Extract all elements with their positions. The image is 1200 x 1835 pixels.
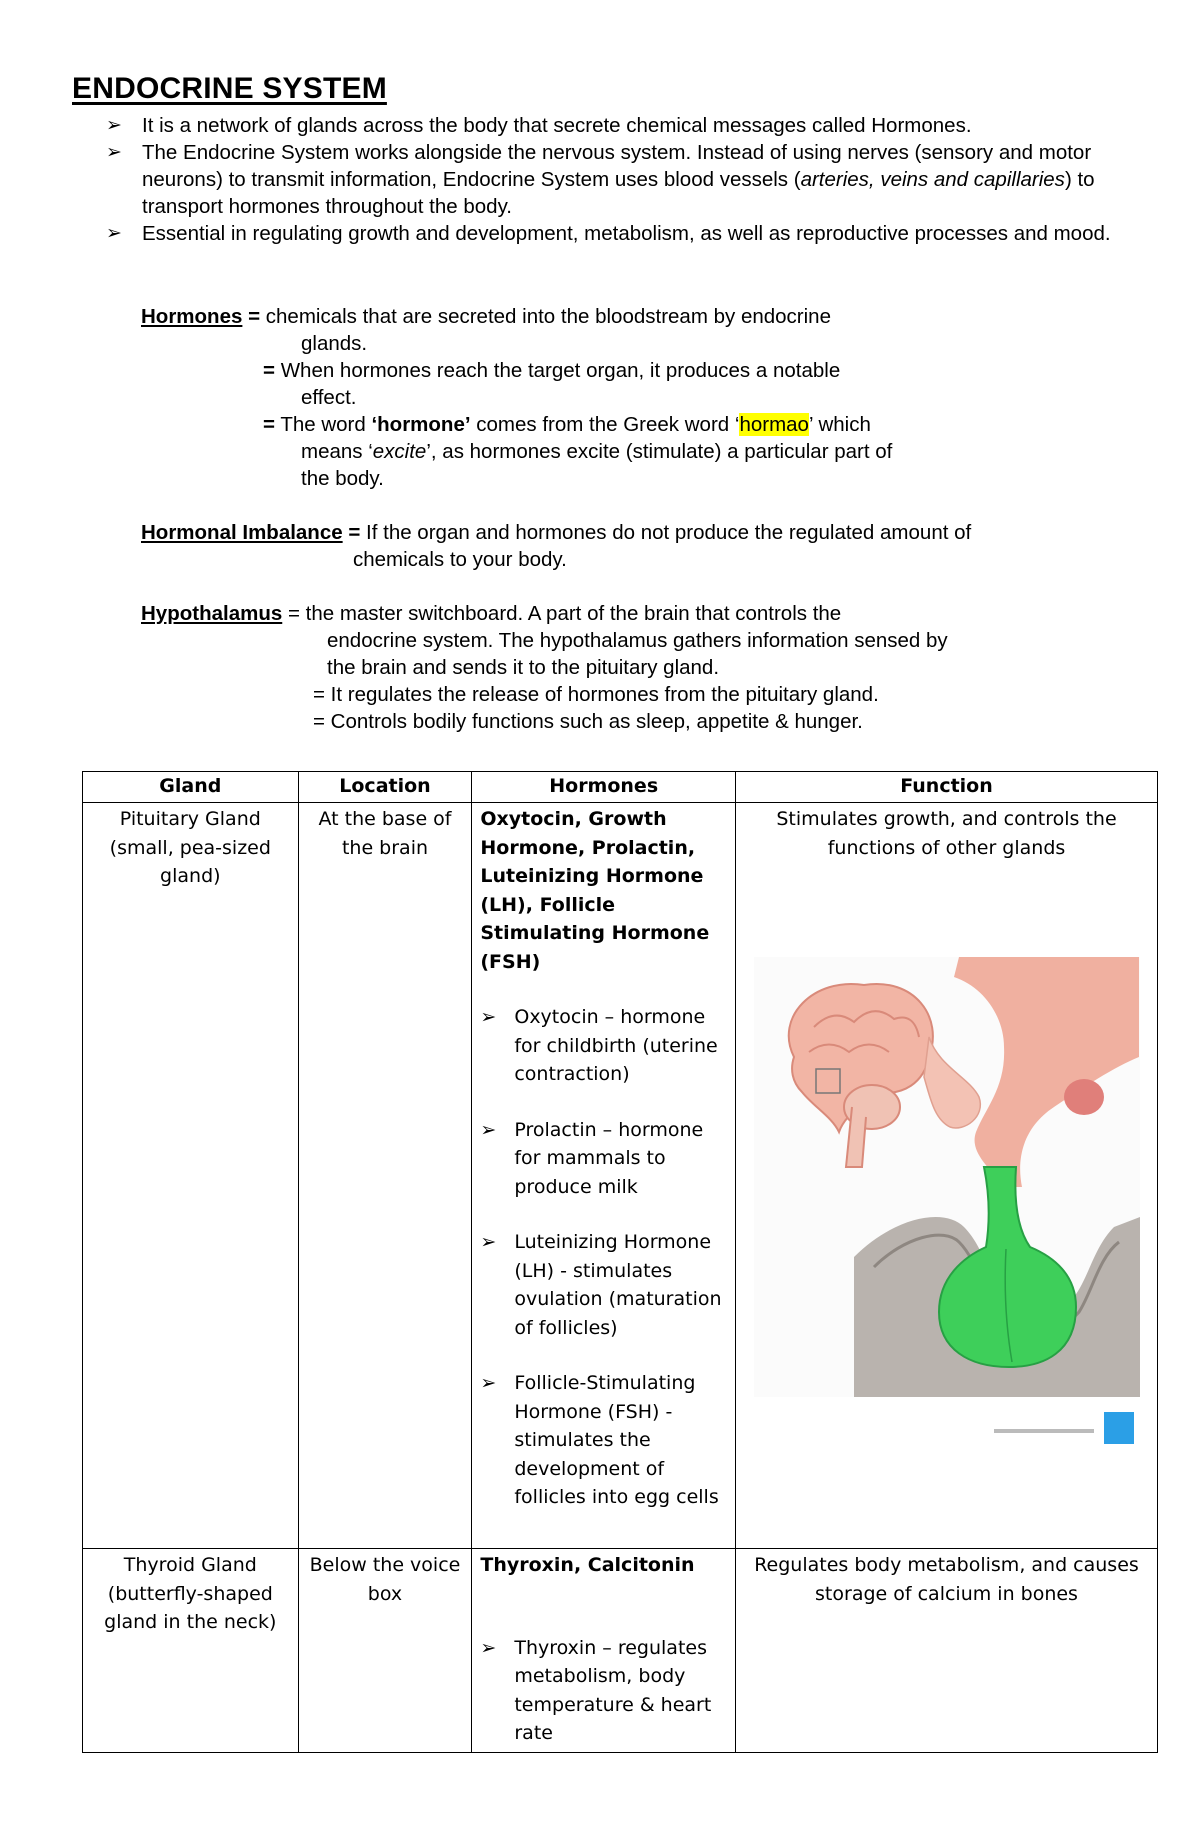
column-header: Hormones <box>472 772 736 803</box>
gland-cell: Pituitary Gland (small, pea-sized gland) <box>83 803 299 1549</box>
pituitary-illustration <box>754 957 1140 1447</box>
hormone-bullet-text: Luteinizing Hormone (LH) - stimulates ovulation (maturation of follicles) <box>514 1231 722 1339</box>
location-cell: Below the voice box <box>298 1549 472 1753</box>
glands-table <box>82 771 1158 1753</box>
column-header: Function <box>736 772 1158 803</box>
definition-text: = Controls bodily functions such as sleep, appetite & hunger. <box>313 710 863 733</box>
bullet-item <box>104 139 1124 220</box>
definition-term: Hormonal Imbalance <box>141 521 343 544</box>
definitions <box>141 303 1121 735</box>
hormones-definition <box>141 303 1121 330</box>
hormone-bullet <box>480 1369 727 1512</box>
gland-cell: Thyroid Gland (butterfly-shaped gland in the neck) <box>83 1549 299 1753</box>
bullet-italic-text: arteries, veins and capillaries <box>800 168 1065 191</box>
definition-text: If the organ and hormones do not produce the regulated amount of <box>366 521 972 544</box>
table-header-row <box>83 772 1158 803</box>
hormones-title: Thyroxin, Calcitonin <box>480 1554 695 1576</box>
arrow-bullet-icon: ➢ <box>480 1118 497 1141</box>
definition-text: the body. <box>301 467 384 490</box>
equals-sign: = <box>263 359 275 382</box>
highlighted-word: hormao <box>739 413 809 436</box>
intro-bullets <box>104 112 1124 247</box>
definition-text: means ‘ <box>301 440 373 463</box>
hormone-bullet-text: Prolactin – hormone for mammals to produce milk <box>514 1118 704 1198</box>
definition-text: ’, as hormones excite (stimulate) a particular part of <box>426 440 893 463</box>
column-header: Location <box>298 772 472 803</box>
logo-icon <box>994 1412 1134 1444</box>
bullet-text: ) to transport hormones throughout the body. <box>142 168 1095 218</box>
definition-italic: excite <box>372 440 427 463</box>
definition-line <box>141 411 1121 438</box>
definition-text: ’ which <box>808 413 871 436</box>
hormone-bullet <box>480 1634 727 1748</box>
bullet-item <box>104 112 1124 139</box>
definition-text: endocrine system. The hypothalamus gathers information sensed by <box>327 629 948 652</box>
hormone-bullet <box>480 1116 727 1202</box>
hormone-bullet-text: Thyroxin – regulates metabolism, body temperature & heart rate <box>514 1636 712 1744</box>
arrow-bullet-icon: ➢ <box>480 1006 497 1028</box>
definition-text: the brain and sends it to the pituitary gland. <box>327 656 720 679</box>
definition-line <box>141 357 1121 384</box>
function-text: Stimulates growth, and controls the functions of other glands <box>776 808 1117 859</box>
definition-text: The word <box>280 413 372 436</box>
definition-text: comes from the Greek word ‘ <box>470 413 740 436</box>
definition-text: = It regulates the release of hormones from the pituitary gland. <box>313 683 879 706</box>
arrow-bullet-icon: ➢ <box>106 115 122 136</box>
definition-text: effect. <box>301 386 357 409</box>
function-cell <box>736 803 1158 1549</box>
definition-term: Hypothalamus <box>141 602 283 625</box>
definition-text: = the master switchboard. A part of the brain that controls the <box>287 602 842 625</box>
table-row <box>83 1549 1158 1753</box>
hormones-cell <box>472 1549 736 1753</box>
hormone-bullet-text: Oxytocin – hormone for childbirth (uterine contraction) <box>514 1006 718 1085</box>
bullet-text: It is a network of glands across the body that secrete chemical messages called Hormones. <box>142 114 972 137</box>
column-header: Gland <box>83 772 299 803</box>
hormone-bullet <box>480 1228 727 1342</box>
definition-text: When hormones reach the target organ, it produces a notable <box>280 359 841 382</box>
arrow-bullet-icon: ➢ <box>106 142 122 163</box>
definition-term: Hormones <box>141 305 243 328</box>
table-row <box>83 803 1158 1549</box>
hypothalamus-definition <box>141 600 1121 627</box>
definition-text: chemicals that are secreted into the bloodstream by endocrine <box>265 305 831 328</box>
definition-line <box>141 438 1121 465</box>
hormone-bullet-text: Follicle-Stimulating Hormone (FSH) - stimulates the development of follicles into egg cells <box>514 1372 719 1508</box>
equals-sign: = <box>248 305 261 328</box>
function-cell: Regulates body metabolism, and causes storage of calcium in bones <box>736 1549 1158 1753</box>
bullet-text: The Endocrine System works alongside the nervous system. Instead of using nerves (sensory and motor neurons) to transmit information, Endocrine System uses blood vessels ( <box>142 141 1092 191</box>
arrow-bullet-icon: ➢ <box>480 1231 497 1253</box>
location-cell: At the base of the brain <box>298 803 472 1549</box>
definition-text: glands. <box>301 332 368 355</box>
page-title: ENDOCRINE SYSTEM <box>72 72 387 105</box>
definition-bold: ‘hormone’ <box>371 413 471 436</box>
hormones-cell <box>472 803 736 1549</box>
arrow-bullet-icon: ➢ <box>480 1636 497 1659</box>
arrow-bullet-icon: ➢ <box>106 223 122 244</box>
arrow-bullet-icon: ➢ <box>480 1372 497 1394</box>
imbalance-definition <box>141 519 1121 546</box>
hormone-bullet <box>480 1003 727 1089</box>
definition-text: chemicals to your body. <box>353 548 567 571</box>
hormones-title: Oxytocin, Growth Hormone, Prolactin, Luteinizing Hormone (LH), Follicle Stimulating Hormone (FSH) <box>480 808 710 973</box>
equals-sign: = <box>348 521 361 544</box>
bullet-text: Essential in regulating growth and development, metabolism, as well as reproductive processes and mood. <box>142 222 1111 245</box>
bullet-item <box>104 220 1124 247</box>
equals-sign: = <box>263 413 275 436</box>
